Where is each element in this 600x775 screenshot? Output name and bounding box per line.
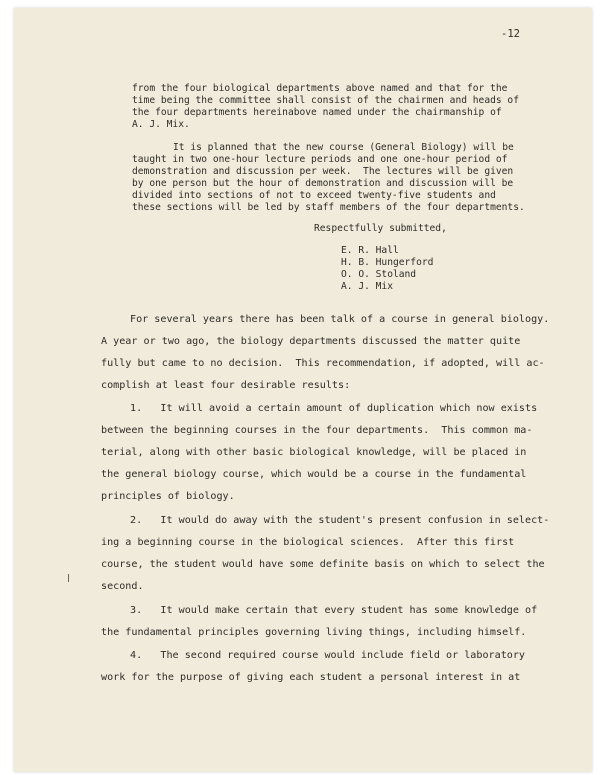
body-intro-line: For several years there has been talk of a course in general biology. xyxy=(130,314,550,325)
quoted-para1-line: the four departments hereinabove named under the chairmanship of xyxy=(132,107,502,118)
quoted-para1-line: from the four biological departments above named and that for the xyxy=(132,83,508,94)
quoted-para2-line: taught in two one-hour lecture periods and one one-hour period of xyxy=(132,154,508,165)
quoted-para1-line: time being the committee shall consist of the chairmen and heads of xyxy=(132,95,519,106)
quoted-para2-line: by one person but the hour of demonstration and discussion will be xyxy=(132,178,514,189)
closing-line: Respectfully submitted, xyxy=(314,223,447,234)
point1-line: between the beginning courses in the four departments. This common ma- xyxy=(101,425,533,436)
point1-line: principles of biology. xyxy=(101,491,235,502)
point2-line: second. xyxy=(101,581,144,592)
point3-line: the fundamental principles governing living things, including himself. xyxy=(101,627,527,638)
point2-line: 2. It would do away with the student's present confusion in select- xyxy=(130,515,550,526)
point2-line: course, the student would have some definite basis on which to select the xyxy=(101,559,545,570)
signer-name: E. R. Hall xyxy=(341,245,399,256)
signer-name: O. O. Stoland xyxy=(341,269,417,280)
margin-mark xyxy=(68,574,69,582)
point1-line: 1. It will avoid a certain amount of duplication which now exists xyxy=(130,403,538,414)
signer-name: A. J. Mix xyxy=(341,281,393,292)
page-number: -12 xyxy=(501,28,520,40)
quoted-para2-line: these sections will be led by staff members of the four departments. xyxy=(132,202,525,213)
quoted-para2-line: divided into sections of not to exceed twenty-five students and xyxy=(132,190,496,201)
body-intro-line: A year or two ago, the biology departments discussed the matter quite xyxy=(101,336,521,347)
point4-line: 4. The second required course would include field or laboratory xyxy=(130,650,526,661)
quoted-para2-line: demonstration and discussion per week. The lectures will be given xyxy=(132,166,514,177)
point4-line: work for the purpose of giving each student a personal interest in at xyxy=(101,672,521,683)
quoted-para1-line: A. J. Mix. xyxy=(132,119,190,130)
quoted-para2-line: It is planned that the new course (General Biology) will be xyxy=(173,142,514,153)
point1-line: terial, along with other basic biological knowledge, will be placed in xyxy=(101,447,527,458)
point3-line: 3. It would make certain that every student has some knowledge of xyxy=(130,605,538,616)
point1-line: the general biology course, which would be a course in the fundamental xyxy=(101,469,527,480)
body-intro-line: complish at least four desirable results: xyxy=(101,380,351,391)
signer-name: H. B. Hungerford xyxy=(341,257,434,268)
body-intro-line: fully but came to no decision. This recommendation, if adopted, will ac- xyxy=(101,358,545,369)
point2-line: ing a beginning course in the biological sciences. After this first xyxy=(101,537,515,548)
